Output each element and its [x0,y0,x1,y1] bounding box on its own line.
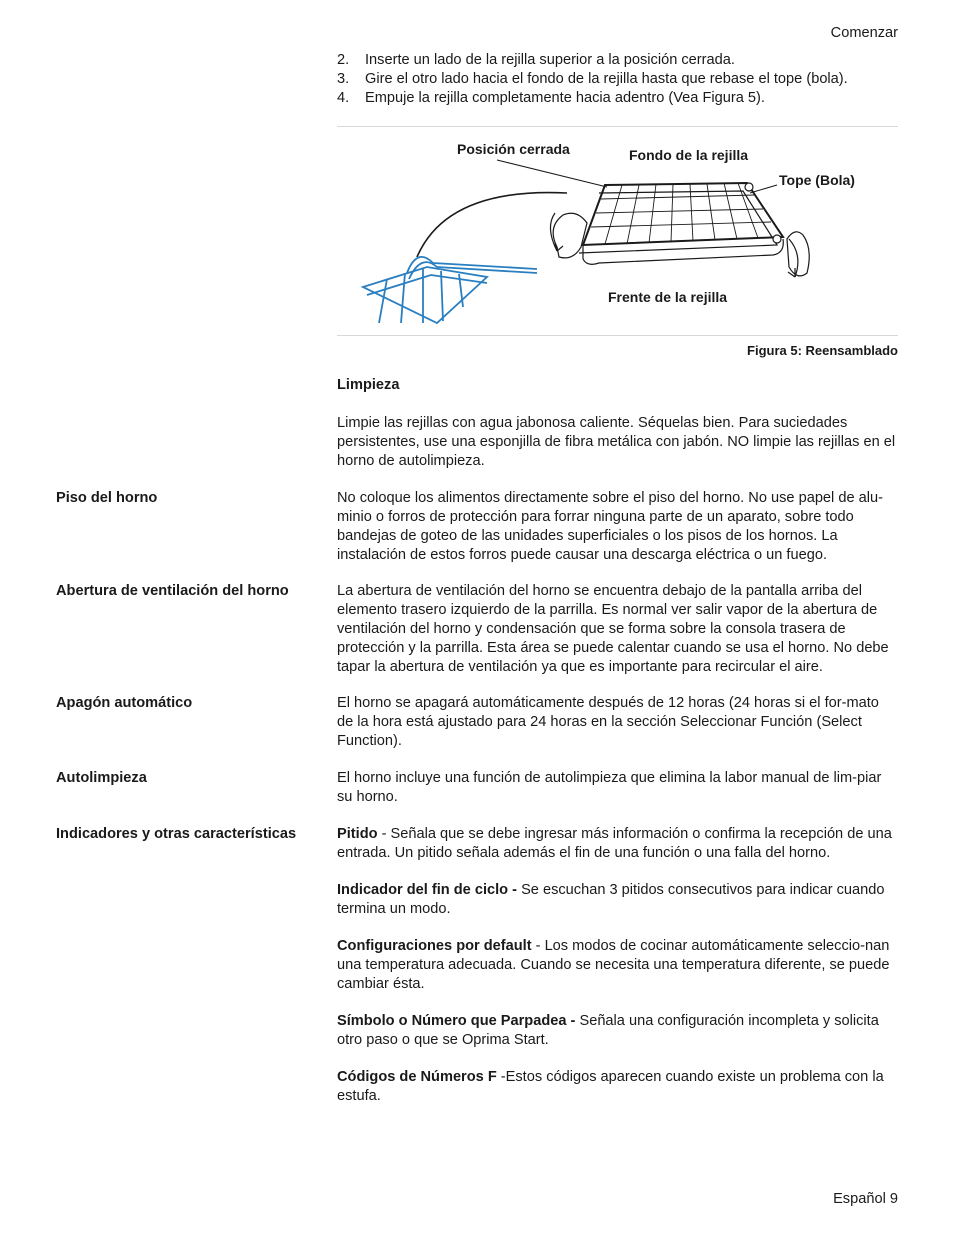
indicator-desc: - Los modos de cocinar automáticamente seleccio-nan una temperatura adecuada. Cuando se necesita una temperatura diferente, se puede cambiar ésta. [337,938,890,992]
indicator-term: Símbolo o Número que Parpadea - [337,1013,580,1029]
label-rack-front: Frente de la rejilla [608,289,728,305]
step-text: Empuje la rejilla completamente hacia adentro (Vea Figura 5). [365,90,765,106]
page-number-footer: Español 9 [833,1191,898,1207]
page-section-header: Comenzar [830,25,898,41]
label-stop-ball: Tope (Bola) [779,172,855,188]
indicator-term: Configuraciones por default [337,938,532,954]
step-number: 4. [337,90,350,106]
label-closed-position: Posición cerrada [457,141,570,157]
figure-bottom-rule [337,335,898,336]
self-clean-heading: Autolimpieza [56,770,147,786]
auto-off-text: El horno se apagará automáticamente después de 12 horas (24 horas si el for-mato de la hora está ajustado para 24 horas en la sección Seleccionar Función (Select Function). [337,695,879,749]
oven-rack-drawing [550,183,809,277]
indicator-item-beep [337,825,898,863]
auto-off-heading: Apagón automático [56,695,193,711]
indicator-term: Pitido [337,826,378,842]
rack-detail-inset [363,257,537,323]
indicator-desc: -Estos códigos aparecen cuando existe un problema con la estufa. [337,1069,884,1104]
indicator-item-f-codes [337,1068,898,1106]
step-item [337,89,907,108]
step-item [337,51,907,70]
step-text: Inserte un lado de la rejilla superior a la posición cerrada. [365,52,735,68]
cleaning-heading: Limpieza [337,377,400,393]
step-number: 2. [337,52,350,68]
instruction-steps [337,51,907,108]
figure-caption: Figura 5: Reensamblado [747,343,898,358]
indicator-desc: Señala una configuración incompleta y solicita otro paso o que se Oprima Start. [337,1013,879,1048]
indicator-term: Indicador del fin de ciclo - [337,882,518,898]
indicator-term: Códigos de Números F [337,1069,497,1085]
vent-text: La abertura de ventilación del horno se encuentra debajo de la pantalla arriba del elemento trasero izquierdo de la parrilla. Es normal ver salir vapor de la abertura de ventilación del horno y condensación que se forma sobre la consola trasera de protección y la parrilla. Esta área se puede calentar cuando se usa el horno. No debe tapar la abertura de ventilación ya que es importante para recircular el aire. [337,583,889,675]
callout-arc [417,193,567,257]
indicator-item-defaults [337,937,898,994]
cleaning-text: Limpie las rejillas con agua jabonosa caliente. Séquelas bien. Para suciedades persistentes, use una esponjilla de fibra metálica con jabón. NO limpie las rejillas en el horno de autolimpieza. [337,415,896,469]
indicator-item-blinking [337,1012,898,1050]
self-clean-text: El horno incluye una función de autolimpieza que elimina la labor manual de lim-piar su horno. [337,770,882,805]
indicators-heading: Indicadores y otras características [56,826,297,842]
rack-reassembly-figure [337,127,898,335]
vent-heading: Abertura de ventilación del horno [56,583,289,599]
indicator-desc: Se escuchan 3 pitidos consecutivos para indicar cuando termina un modo. [337,882,885,917]
indicator-item-end-cycle [337,881,898,919]
leader-lines [497,160,777,193]
step-number: 3. [337,71,350,87]
label-rack-back: Fondo de la rejilla [629,147,749,163]
indicator-desc: - Señala que se debe ingresar más información o confirma la recepción de una entrada. Un pitido señala además el fin de una función o una falla del horno. [337,826,892,861]
floor-text: No coloque los alimentos directamente sobre el piso del horno. No use papel de alu-minio o forros de protección para forrar ninguna parte de un aparato, sobre todo bandejas de goteo de las unidades superficiales o los pisos de los hornos. La instalación de estos forros puede causar una descarga eléctrica o un fuego. [337,490,883,563]
floor-heading: Piso del horno [56,490,158,506]
step-item [337,70,907,89]
step-text: Gire el otro lado hacia el fondo de la rejilla hasta que rebase el tope (bola). [365,71,848,87]
